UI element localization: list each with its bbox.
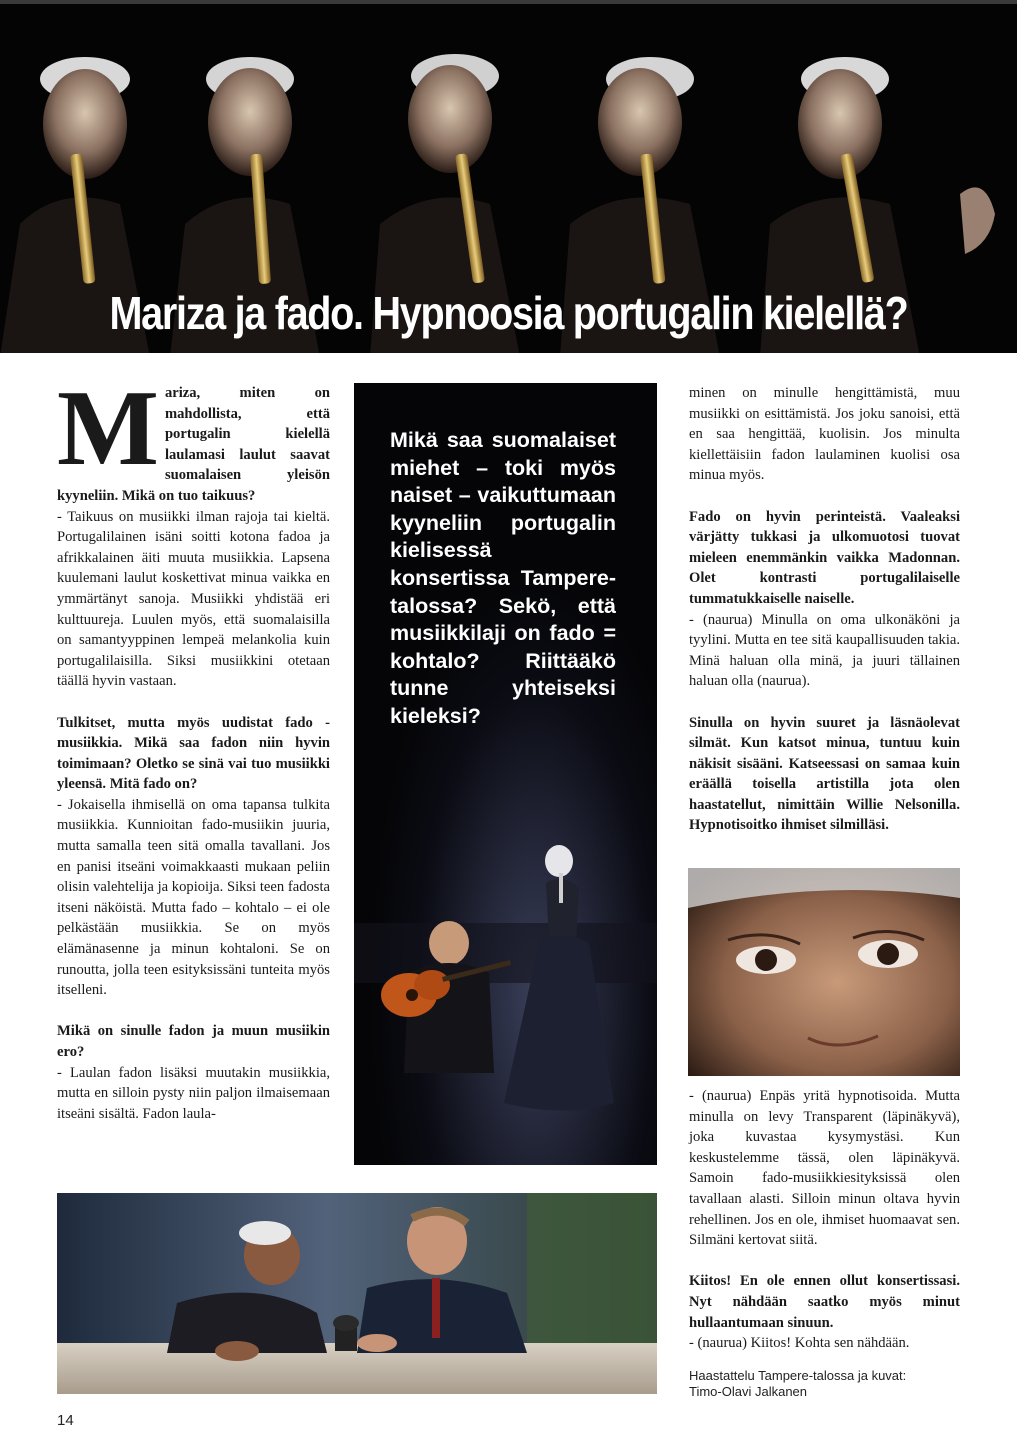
interview-photo [57,1193,657,1394]
question-6: Kiitos! En ole ennen ollut konsertissasi. Nyt nähdään saatko myös minut hullaantumaan sinuun. [689,1273,960,1331]
answer-5: - (naurua) Enpäs yritä hypnotisoida. Mutta minulla on levy Transparent (läpinäkyvä), joka kuvastaa kysymystäsi. Kun keskustelemme tässä, olen läpinäkyvä. Samoin fado-musiikkiesityksissä olen tavallaan alasti. Silloin minun oltava hyvin rehellinen. Jos en ole, ihmiset huomaavat sen. Silmäni kertovat siitä. [689,1088,960,1249]
intro-question: ariza, miten on mahdollista, että portugalin kielellä laulamasi laulut saavat suomalaisen yleisön kyyneliin. Mikä on tuo taikuus? [57,385,330,504]
question-5: Sinulla on hyvin suuret ja läsnäolevat silmät. Kun katsot minua, tuntuu kuin näkisit sisääni. Katseessasi on samaa kuin eräällä toisella artistilla jota olen haastatellut, nimittäin Willie Nelsonilla. Hypnotisoitko ihmiset silmilläsi. [689,714,960,834]
question-2: Tulkitset, mutta myös uudistat fado -musiikkia. Mikä saa fadon niin hyvin toimimaan? Oletko se sinä vai tuo musiikki yleensä. Mitä fado on? [57,714,330,793]
answer-4: - (naurua) Minulla on oma ulkonäköni ja tyylini. Mutta en tee sitä kaupallisuuden takia. Minä haluan olla minä, ja juuri tällainen haluan olla (naurua). [689,611,960,690]
column-3-continued [689,1086,960,1354]
eyes-closeup-graphic [688,868,960,1076]
interview-photo-graphic [57,1193,657,1394]
question-3: Mikä on sinulle fadon ja muun musiikin ero? [57,1023,330,1060]
hero-photo [0,0,1017,353]
credit-line-2: Timo-Olavi Jalkanen [689,1384,808,1399]
photo-credit [689,1368,906,1400]
answer-6: - (naurua) Kiitos! Kohta sen nähdään. [689,1335,910,1352]
column-1 [57,369,330,1124]
answer-3-end: minen on minulle hengittämistä, muu musiikki on esittämistä. Jos joku sanoisi, että en saa hengittää, kuolisin. Jos minulta kiellettäisiin fadon laulaminen kuolisi osa minua myös. [689,385,960,484]
dropcap: M [57,369,159,488]
column-3 [689,383,960,857]
answer-2: - Jokaisella ihmisellä on oma tapansa tulkita musiikkia. Kunnioitan fado-musiikin juuria, mutta samalla teen sitä omalla tavallani. Jos en panisi itseäni voimakkaasti mukaan peliin olisin valehtelija ja kopioija. Siksi teen fadosta itseni näköistä. Mutta fado – kohtalo – ei ole pelkästään musiikkia. Se on myös elämänasenne ja minun kohtaloni. Se on runoutta, jolla teen esityksissäni tunteita myös itselleni. [57,796,330,999]
pullquote-text: Mikä saa suomalaiset miehet – toki myös naiset – vaikuttumaan kyyneliin portugalin kielisessä konsertissa Tampere-talossa? Sekö, että musiikkilaji on fado = kohtalo? Riittääkö tunne yhteiseksi kieleksi? [390,428,616,728]
credit-line-1: Haastattelu Tampere-talossa ja kuvat: [689,1368,907,1383]
pullquote-box [354,383,657,1165]
page-number: 14 [57,1412,74,1429]
question-4: Fado on hyvin perinteistä. Vaaleaksi värjätty tukkasi ja ulkomuotosi tuovat mieleen enemmänkin vaikka Madonnan. Olet kontrasti portugalilaiselle tummatukkaiselle naiselle. [689,508,960,607]
answer-1: - Taikuus on musiikki ilman rajoja tai kieltä. Portugalilainen isäni soitti kotona fadoa ja afrikkalainen äiti muuta musiikkia. Lapsena kuulemani laulut koskettivat minua vaikka en ymmärtänyt sanoja. Musiikki yhdistää eri kulttuureja. Luulen myös, että suomalaisilla on samantyyppinen lempeä melankolia kuin portugalilaisilla. Siksi musiikkini otetaan täällä hyvin vastaan. [57,508,330,690]
eyes-closeup-photo [688,868,960,1076]
article-title: Mariza ja fado. Hypnoosia portugalin kielellä? [109,287,908,339]
answer-3-start: - Laulan fadon lisäksi muutakin musiikkia, mutta en silloin pysty niin paljon ilmaisemaan itseäni sisältä. Fadon laula- [57,1064,330,1122]
